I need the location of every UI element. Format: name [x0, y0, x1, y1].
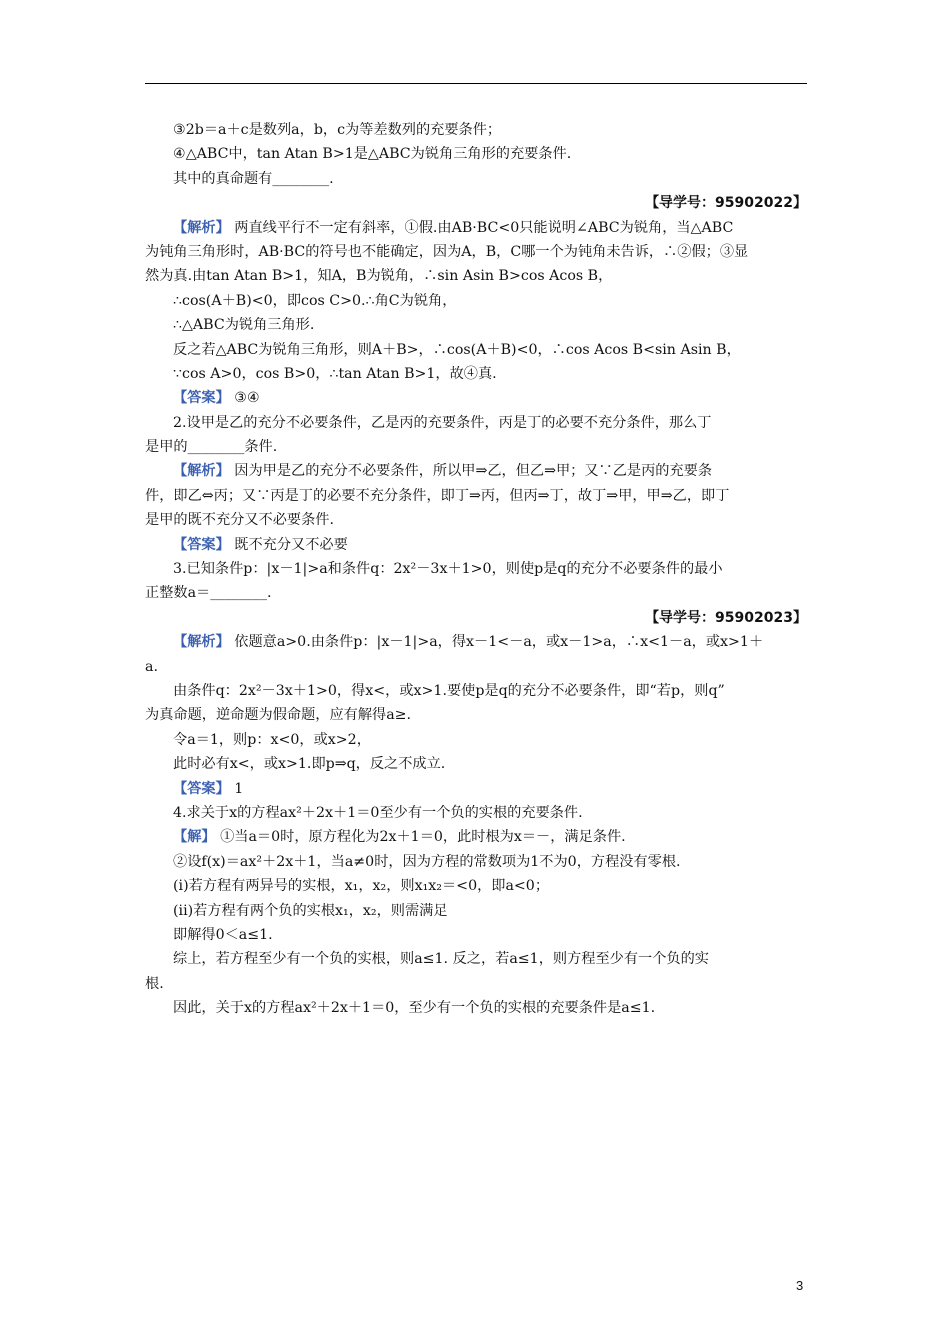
- page-number: 3: [796, 1278, 804, 1293]
- text-line: [145, 167, 807, 191]
- text-line: [145, 996, 807, 1020]
- line-text: 然为真.由tan Atan B>1，知A，B为锐角，∴sin Asin B>cos Acos B，: [145, 268, 613, 285]
- line-text: ④△ABC中，tan Atan B>1是△ABC为锐角三角形的充要条件.: [173, 146, 572, 163]
- line-text: 1: [229, 780, 244, 797]
- line-text: 此时必有x<，或x>1.即p⇒q，反之不成立.: [173, 756, 446, 773]
- line-text: 是甲的既不充分又不必要条件.: [145, 512, 334, 529]
- line-text: (ii)若方程有两个负的实根x₁，x₂，则需满足: [173, 902, 448, 919]
- text-line: [145, 825, 807, 849]
- line-text: 2.设甲是乙的充分不必要条件，乙是丙的充要条件，丙是丁的必要不充分条件，那么丁: [173, 414, 712, 431]
- line-text: 既不充分又不必要: [229, 536, 348, 553]
- section-tag: 【答案】: [173, 780, 230, 797]
- line-text: 反之若△ABC为锐角三角形，则A＋B>，∴cos(A＋B)<0，∴cos Acos B<sin Asin B，: [173, 341, 741, 358]
- text-line: [145, 411, 807, 435]
- section-tag: 【解析】: [173, 463, 230, 480]
- text-line: [145, 874, 807, 898]
- text-line: [145, 264, 807, 288]
- section-tag: 【解析】: [173, 634, 230, 651]
- text-line: [145, 459, 807, 483]
- text-line: [145, 289, 807, 313]
- section-tag: 【答案】: [173, 536, 230, 553]
- text-line: [145, 777, 807, 801]
- line-text: 件，即乙⇔丙；又∵丙是丁的必要不充分条件，即丁⇒丙，但丙⇒丁，故丁⇒甲，甲⇒乙，即丁: [145, 487, 730, 504]
- text-line: [145, 240, 807, 264]
- text-line: [145, 508, 807, 532]
- line-text: 是甲的________条件.: [145, 439, 278, 456]
- text-line: [145, 191, 807, 215]
- text-line: [145, 313, 807, 337]
- text-line: [145, 972, 807, 996]
- text-line: [145, 557, 807, 581]
- section-tag: 【答案】: [173, 390, 230, 407]
- text-line: [145, 630, 807, 654]
- text-line: [145, 484, 807, 508]
- document-body: [145, 118, 807, 1020]
- line-text: 因此，关于x的方程ax²＋2x＋1＝0，至少有一个负的实根的充要条件是a≤1.: [173, 1000, 656, 1017]
- line-text: ①当a＝0时，原方程化为2x＋1＝0，此时根为x＝－，满足条件.: [215, 829, 626, 846]
- line-text: ②设f(x)＝ax²＋2x＋1，当a≠0时，因为方程的常数项为1不为0，方程没有零根.: [173, 853, 681, 870]
- line-text: ∵cos A>0，cos B>0，∴tan Atan B>1，故④真.: [173, 365, 497, 382]
- text-line: [145, 581, 807, 605]
- line-text: 【导学号：95902022】: [645, 195, 807, 212]
- text-line: [145, 118, 807, 142]
- text-line: [145, 752, 807, 776]
- line-text: 【导学号：95902023】: [645, 609, 807, 626]
- line-text: ③④: [229, 390, 260, 407]
- line-text: ③2b＝a＋c是数列a，b，c为等差数列的充要条件；: [173, 122, 502, 138]
- text-line: [145, 386, 807, 410]
- text-line: [145, 216, 807, 240]
- line-text: 因为甲是乙的充分不必要条件，所以甲⇒乙，但乙⇒甲；又∵乙是丙的充要条: [229, 463, 713, 480]
- header-rule: [145, 83, 807, 84]
- line-text: 3.已知条件p：|x－1|>a和条件q：2x²－3x＋1>0，则使p是q的充分不必要条件的最小: [173, 561, 723, 578]
- line-text: 由条件q：2x²－3x＋1>0，得x<，或x>1.要使p是q的充分不必要条件，即“若p，则q”: [173, 682, 725, 699]
- text-line: [145, 533, 807, 557]
- line-text: 综上，若方程至少有一个负的实根，则a≤1. 反之，若a≤1，则方程至少有一个负的实: [173, 951, 709, 968]
- line-text: 令a＝1，则p：x<0，或x>2，: [173, 731, 371, 748]
- text-line: [145, 142, 807, 166]
- line-text: 两直线平行不一定有斜率，①假.由AB·BC<0只能说明∠ABC为锐角，当△ABC: [229, 219, 734, 236]
- text-line: [145, 338, 807, 362]
- text-line: [145, 679, 807, 703]
- section-tag: 【解】: [173, 829, 216, 846]
- line-text: (i)若方程有两异号的实根，x₁，x₂，则x₁x₂＝<0，即a<0；: [173, 878, 550, 895]
- text-line: [145, 655, 807, 679]
- line-text: 4.求关于x的方程ax²＋2x＋1＝0至少有一个负的实根的充要条件.: [173, 804, 583, 821]
- text-line: [145, 923, 807, 947]
- line-text: 依题意a>0.由条件p：|x－1|>a，得x－1<－a，或x－1>a，∴x<1－a，或x>1＋: [229, 634, 764, 651]
- text-line: [145, 435, 807, 459]
- text-line: [145, 850, 807, 874]
- line-text: ∴cos(A＋B)<0，即cos C>0.∴角C为锐角，: [173, 292, 457, 309]
- text-line: [145, 606, 807, 630]
- line-text: 正整数a＝________.: [145, 585, 272, 602]
- line-text: 为钝角三角形时，AB·BC的符号也不能确定，因为A，B，C哪一个为钝角未告诉，∴②假；③显: [145, 243, 749, 260]
- line-text: a.: [145, 658, 158, 675]
- line-text: 根.: [145, 975, 164, 992]
- line-text: 为真命题，逆命题为假命题，应有解得a≥.: [145, 707, 412, 724]
- text-line: [145, 947, 807, 971]
- text-line: [145, 899, 807, 923]
- text-line: [145, 728, 807, 752]
- text-line: [145, 362, 807, 386]
- section-tag: 【解析】: [173, 219, 230, 236]
- line-text: 即解得0＜a≤1.: [173, 926, 273, 943]
- line-text: 其中的真命题有________.: [173, 170, 334, 187]
- text-line: [145, 703, 807, 727]
- line-text: ∴△ABC为锐角三角形.: [173, 317, 315, 334]
- text-line: [145, 801, 807, 825]
